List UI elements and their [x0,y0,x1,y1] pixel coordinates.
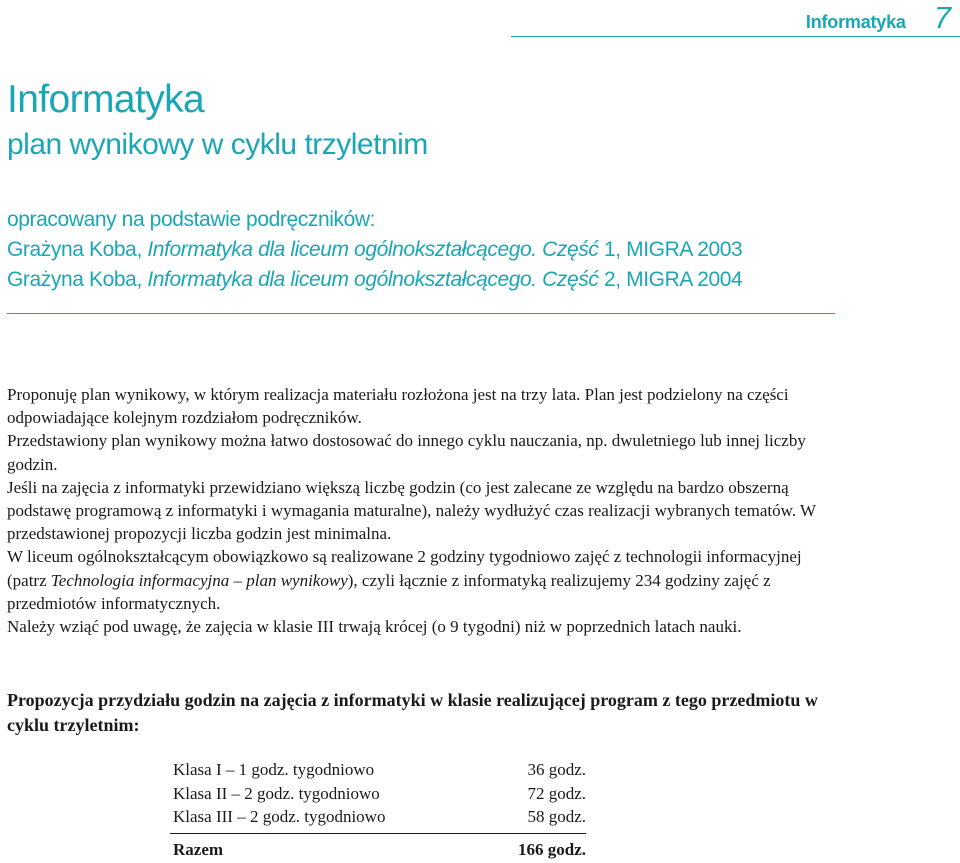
source-author: Grażyna Koba, [7,268,148,291]
hours-total-value: 166 godz. [518,839,586,859]
source-author: Grażyna Koba, [7,238,148,261]
total-rule [170,833,586,834]
paragraph: Proponuję plan wynikowy, w którym realizacja materiału rozłożona jest na trzy lata. Plan jest podzielony na części odpowiadające kolejnym rozdziałom podręczników. [7,385,789,428]
page-title: Informatyka [7,78,205,121]
source-book-title: Informatyka dla liceum ogólnokształcącego. Część [147,268,599,291]
paragraph [7,545,837,615]
paragraph: Przedstawiony plan wynikowy można łatwo dostosować do innego cyklu nauczania, np. dwuletniego lub innej liczby godzin. [7,431,806,474]
hours-row [170,805,586,829]
sources-intro: opracowany na podstawie podręczników: [7,208,376,231]
paragraph: Jeśli na zajęcia z informatyki przewidziano większą liczbę godzin (co jest zalecane ze względu na bardzo obszerną podstawę programową z informatyki i wymagania maturalne), należy wydłużyć czas realizacji wybranych tematów. W przedstawionej propozycji liczba godzin jest minimalna. [7,477,816,544]
page-number: 7 [933,0,951,35]
hours-row [170,758,586,782]
hours-row-value: 58 godz. [527,807,586,826]
hours-row-label: Klasa III – 2 godz. tygodniowo [173,807,386,826]
source-edition: 1, MIGRA 2003 [598,238,743,261]
source-item [7,235,742,265]
body-text [7,383,837,638]
hours-total-label: Razem [173,839,224,859]
cross-reference: Technologia informacyjna – plan wynikowy [50,570,348,590]
paragraph-text: ), czyli łącznie z informatyką realizujemy 234 godziny zajęć z przedmiotów informatycznych. [7,570,771,613]
title-rule [7,313,835,314]
hours-row-value: 36 godz. [527,760,586,779]
paragraph: Należy wziąć pod uwagę, że zajęcia w klasie III trwają krócej (o 9 tygodni) niż w poprzednich latach nauki. [7,617,742,637]
source-book-title: Informatyka dla liceum ogólnokształcącego. Część [147,238,599,261]
running-header [806,2,951,33]
hours-row-label: Klasa I – 1 godz. tygodniowo [173,760,375,779]
running-title: Informatyka [805,12,906,32]
hours-row-label: Klasa II – 2 godz. tygodniowo [173,783,380,803]
page-subtitle: plan wynikowy w cyklu trzyletnim [7,128,428,161]
hours-table [170,758,586,860]
hours-row [170,782,586,806]
source-edition: 2, MIGRA 2004 [598,268,743,291]
hours-row-value: 72 godz. [527,783,586,803]
hours-total-row [170,840,586,860]
source-item [7,265,742,295]
section-heading: Propozycja przydziału godzin na zajęcia z informatyki w klasie realizującej program z tego przedmiotu w cyklu trzyletnim: [7,690,818,735]
paragraph-text: W liceum ogólnokształcącym obowiązkowo są realizowane 2 godziny tygodniowo zajęć z technologii informacyjnej (patrz [7,547,802,590]
header-rule [511,36,960,37]
sources-block [7,205,742,295]
